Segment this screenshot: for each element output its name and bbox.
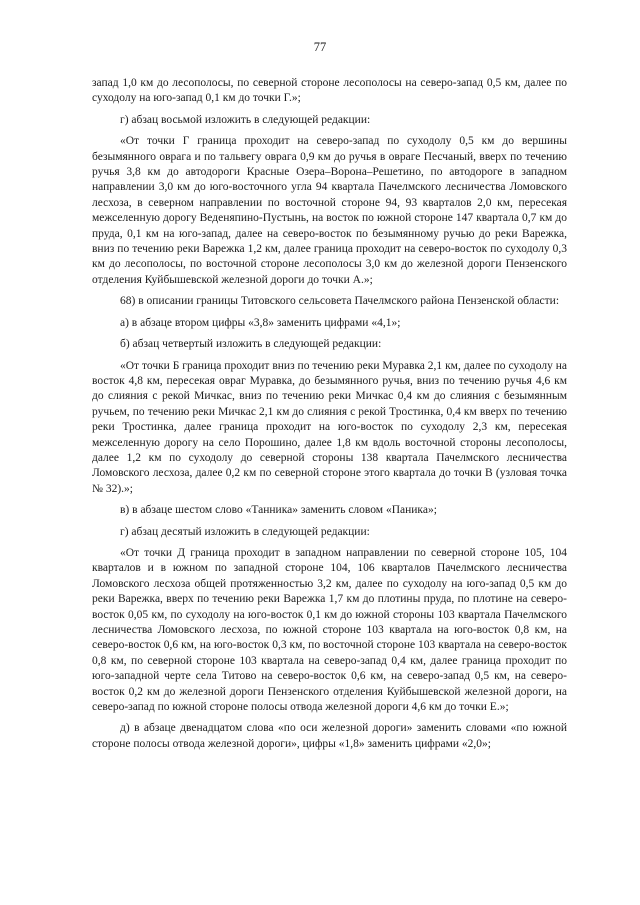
paragraph-amendment-a: а) в абзаце втором цифры «3,8» заменить цифрами «4,1»; [120, 316, 401, 329]
paragraph-amendment-g: г) абзац десятый изложить в следующей редакции: [120, 525, 370, 538]
paragraph-amendment-d: д) в абзаце двенадцатом слова «по оси железной дороги» заменить словами «по южной стороне полосы отвода железной дороги», цифры «1,8» заменить цифрами «2,0»; [92, 722, 567, 750]
paragraph-continuation: запад 1,0 км до лесополосы, по северной стороне лесополосы на северо-запад 0,5 км, далее по суходолу на юго-запад 0,1 км до точки Г.»; [92, 77, 567, 105]
paragraph-amendment-g-intro: г) абзац восьмой изложить в следующей редакции: [120, 113, 371, 126]
paragraph-quoted-boundary-g: «От точки Г граница проходит на северо-запад по суходолу 0,5 км до вершины безымянного оврага и по тальвегу оврага 0,9 км до ручья в овраге Песчаный, вверх по течению ручья 3,8 км до автодороги Красные Озера–Ворона–Решетино, по автодороге в западном направлении 3,0 км до юго-восточного угла 94 квартала Пачелмского лесничества Ломовского лесхоза, в северном направлении по восточной стороне 94, 93 кварталов 2,0 км, пересекая межселенную дорогу Веденяпино-Пустынь, на восток по южной стороне 147 квартала 0,7 км до пруда, 0,1 км на юго-запад, далее на северо-восток по безымянному ручью до реки Варежка, вниз по течению реки Варежка 1,2 км, далее граница проходит на северо-восток по суходолу 0,3 км до лесополосы, по восточной стороне лесополосы 3,0 км до железной дороги Пензенского отделения Куйбышевской железной дороги до точки А.»; [92, 135, 567, 286]
document-body [92, 76, 567, 752]
paragraph-item-68: 68) в описании границы Титовского сельсовета Пачелмского района Пензенской области: [120, 295, 560, 308]
page-number: 77 [313, 40, 327, 54]
paragraph-quoted-boundary-b: «От точки Б граница проходит вниз по течению реки Муравка 2,1 км, далее по суходолу на восток 4,8 км, пересекая овраг Муравка, до безымянного ручья, вниз по течению ручья 4,6 км до слияния с рекой Мичкас, вниз по течению реки Мичкас 0,4 км до слияния с безымянным ручьем, по течению реки Мичкас 2,1 км до слияния с рекой Тростинка, 0,4 км вверх по течению реки Тростинка, далее граница проходит на юго-восток по суходолу 2,3 км, пересекая межселенную дорогу на село Порошино, далее 1,8 км вдоль восточной стороны лесополосы, далее 1,2 км по суходолу до северной стороны 138 квартала Пачелмского лесничества Ломовского лесхоза, далее 0,2 км по северной стороне этого квартала до точки В (узловая точка № 32).»; [92, 359, 567, 495]
paragraph-amendment-v: в) в абзаце шестом слово «Танника» заменить словом «Паника»; [120, 504, 437, 517]
paragraph-amendment-b: б) абзац четвертый изложить в следующей редакции: [120, 338, 382, 351]
paragraph-quoted-boundary-d: «От точки Д граница проходит в западном направлении по северной стороне 105, 104 кварталов и в южном по западной стороне 104, 106 кварталов Пачелмского лесничества Ломовского лесхоза общей протяженностью 3,2 км, далее по суходолу на юго-запад 0,5 км до реки Варежка, вверх по течению реки Варежка 1,7 км до плотины пруда, по плотине на северо-восток 0,05 км, по суходолу на юго-восток 0,1 км до южной стороны 103 квартала Пачелмского лесничества Ломовского лесхоза, по южной стороне 103 квартала на юго-восток 0,8 км, на северо-восток 0,6 км, на юго-восток 0,3 км, по восточной стороне 103 квартала на северо-восток 0,8 км, по северной стороне 103 квартала на северо-запад 0,4 км, далее граница проходит по юго-западной черте села Титово на северо-восток 0,6 км, на северо-запад 0,5 км, на северо-восток 0,2 км до железной дороги Пензенского отделения Куйбышевской железной дороги, на северо-запад по южной стороне полосы отвода железной дороги 4,6 км до точки Е.»; [92, 546, 567, 714]
